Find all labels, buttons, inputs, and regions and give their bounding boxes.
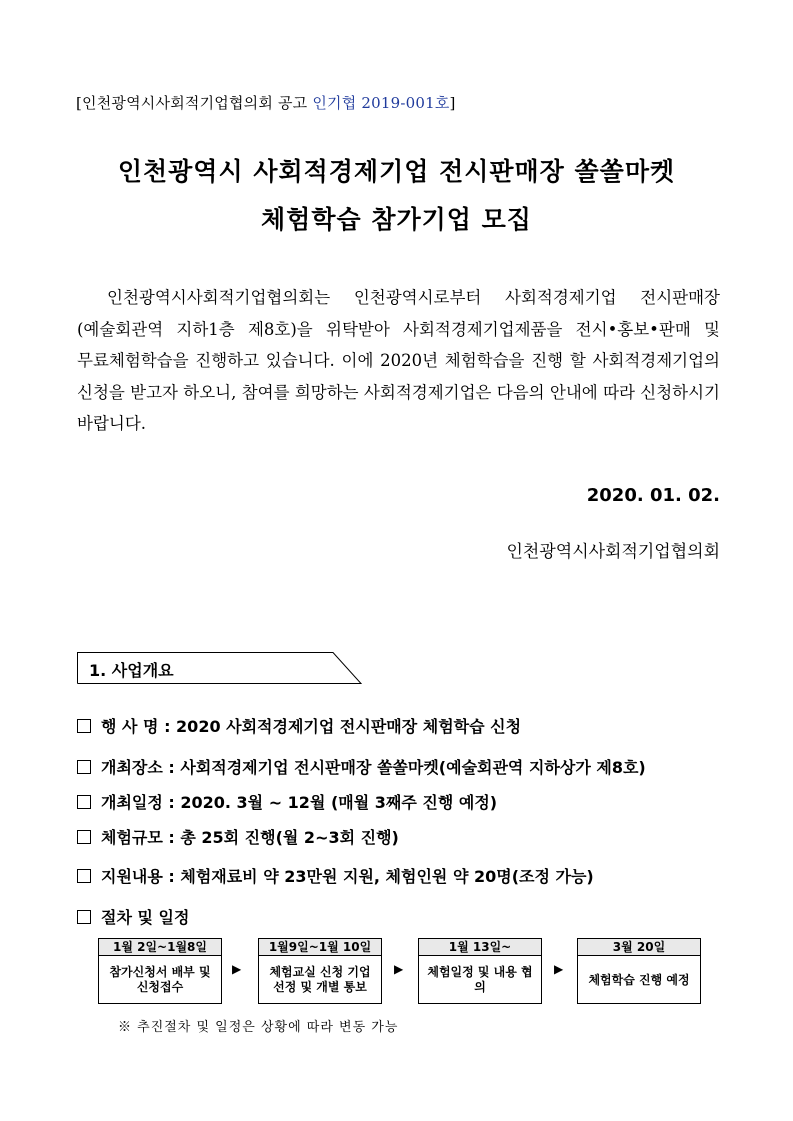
section-title: 1. 사업개요 [89, 661, 174, 680]
section-header [77, 652, 362, 684]
overview-item-text: 절차 및 일정 [101, 908, 190, 927]
checkbox-icon [77, 719, 91, 733]
notice-suffix: ] [449, 94, 456, 112]
arrow-right-icon: ▶ [554, 962, 564, 976]
overview-item-text: 지원내용 : 체험재료비 약 23만원 지원, 체험인원 약 20명(조정 가능) [101, 867, 594, 886]
flow-step-desc: 체험교실 신청 기업 선정 및 개별 통보 [269, 965, 371, 994]
overview-item-text: 개최일정 : 2020. 3월 ~ 12월 (매월 3째주 진행 예정) [101, 793, 498, 812]
overview-item [77, 825, 399, 848]
arrow-right-icon: ▶ [232, 962, 242, 976]
overview-item-text: 개최장소 : 사회적경제기업 전시판매장 쏠쏠마켓(예술회관역 지하상가 제8호) [101, 758, 646, 777]
flow-step [98, 938, 222, 1004]
flow-step [258, 938, 382, 1004]
notice-number [76, 92, 456, 113]
overview-item-text: 체험규모 : 총 25회 진행(월 2~3회 진행) [101, 828, 399, 847]
announcement-date: 2020. 01. 02. [586, 485, 720, 506]
flow-step-date: 3월 20일 [578, 939, 700, 956]
checkbox-icon [77, 830, 91, 844]
flow-step [577, 938, 701, 1004]
checkbox-icon [77, 910, 91, 924]
notice-code: 인기협 2019-001호 [312, 94, 450, 112]
checkbox-icon [77, 795, 91, 809]
overview-item-text: 행 사 명 : 2020 사회적경제기업 전시판매장 체험학습 신청 [101, 717, 522, 736]
body-paragraph: 인천광역시사회적기업협의회는 인천광역시로부터 사회적경제기업 전시판매장(예술회관역 지하1층 제8호)을 위탁받아 사회적경제기업제품을 전시•홍보•판매 및 무료체험학습을 진행하고 있습니다. 이에 2020년 체험학습을 진행 할 사회적경제기업의 신청을 받고자 하오니, 참여를 희망하는 사회적경제기업은 다음의 안내에 따라 신청하시기 바랍니다. [77, 288, 720, 433]
flow-step-desc: 참가신청서 배부 및 신청접수 [109, 965, 211, 994]
schedule-note: ※ 추진절차 및 일정은 상황에 따라 변동 가능 [118, 1020, 399, 1035]
overview-item [77, 714, 521, 737]
checkbox-icon [77, 760, 91, 774]
flow-step-date: 1월 2일~1월8일 [99, 939, 221, 956]
title-line-1: 인천광역시 사회적경제기업 전시판매장 쏠쏠마켓 [117, 157, 676, 186]
flow-step-desc: 체험학습 진행 예정 [588, 972, 690, 987]
checkbox-icon [77, 869, 91, 883]
organization-name: 인천광역시사회적기업협의회 [506, 542, 720, 562]
notice-prefix: [인천광역시사회적기업협의회 공고 [76, 94, 313, 112]
overview-item [77, 864, 594, 887]
flow-step-desc: 체험일정 및 내용 협의 [427, 965, 533, 994]
overview-item [77, 790, 497, 813]
flow-step-date: 1월9일~1월 10일 [259, 939, 381, 956]
overview-item [77, 905, 189, 928]
flow-step-date: 1월 13일~ [419, 939, 541, 956]
flow-step [418, 938, 542, 1004]
title-line-2: 체험학습 참가기업 모집 [261, 205, 532, 234]
arrow-right-icon: ▶ [394, 962, 404, 976]
overview-item [77, 755, 646, 778]
